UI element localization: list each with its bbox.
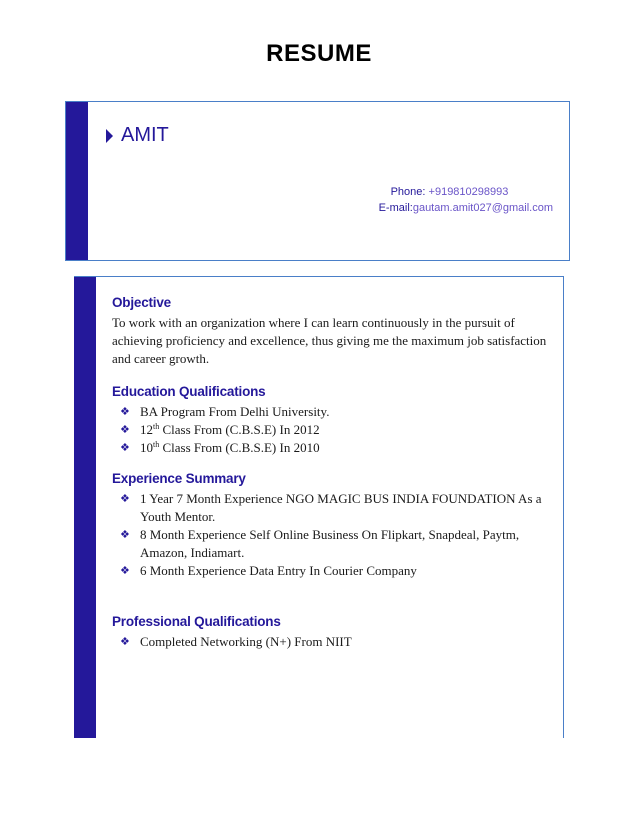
professional-item-text: Completed Networking (N+) From NIIT — [140, 634, 352, 649]
diamond-bullet-icon: ❖ — [120, 493, 130, 505]
body-box — [74, 276, 564, 738]
experience-heading: Experience Summary — [112, 471, 246, 486]
diamond-bullet-icon: ❖ — [120, 529, 130, 541]
objective-text: To work with an organization where I can learn continuously in the pursuit of achieving proficiency and excellence, thus giving me the maximum job satisfaction and career growth. — [112, 315, 547, 366]
list-item — [112, 490, 552, 526]
phone-value: +919810298993 — [428, 186, 509, 198]
name-row — [106, 124, 169, 147]
candidate-name: AMIT — [121, 124, 169, 146]
phone-line: Phone: +919810298993 — [390, 186, 509, 198]
diamond-bullet-icon: ❖ — [120, 442, 130, 454]
objective-heading: Objective — [112, 295, 171, 310]
resume-content — [112, 293, 552, 651]
experience-item-text: 1 Year 7 Month Experience NGO MAGIC BUS INDIA FOUNDATION As a Youth Mentor. — [140, 491, 542, 524]
education-item-text: BA Program From Delhi University. — [140, 404, 330, 419]
list-item — [112, 403, 552, 421]
header-accent-bar — [66, 102, 88, 260]
email-line: E-mail:gautam.amit027@gmail.com — [378, 202, 553, 214]
diamond-bullet-icon: ❖ — [120, 636, 130, 648]
experience-list — [112, 490, 552, 580]
triangle-right-icon — [106, 129, 113, 143]
email-label: E-mail — [378, 202, 410, 214]
education-heading: Education Qualifications — [112, 384, 266, 399]
diamond-bullet-icon: ❖ — [120, 424, 130, 436]
header-box — [65, 101, 570, 261]
list-item — [112, 526, 552, 562]
list-item — [112, 439, 552, 457]
professional-heading: Professional Qualifications — [112, 614, 281, 629]
education-item-text: 12th Class From (C.B.S.E) In 2012 — [140, 422, 320, 437]
email-value[interactable]: gautam.amit027@gmail.com — [412, 202, 553, 214]
list-item — [112, 562, 552, 580]
experience-item-text: 6 Month Experience Data Entry In Courier Company — [140, 563, 417, 578]
professional-list — [112, 633, 552, 651]
contact-info — [379, 184, 553, 216]
document-title: RESUME — [266, 40, 372, 67]
list-item — [112, 633, 552, 651]
body-accent-bar — [74, 277, 96, 738]
education-item-text: 10th Class From (C.B.S.E) In 2010 — [140, 440, 320, 455]
list-item — [112, 421, 552, 439]
phone-label: Phone — [390, 186, 423, 198]
diamond-bullet-icon: ❖ — [120, 565, 130, 577]
diamond-bullet-icon: ❖ — [120, 406, 130, 418]
experience-item-text: 8 Month Experience Self Online Business On Flipkart, Snapdeal, Paytm, Amazon, Indiamart. — [140, 527, 520, 560]
education-list — [112, 403, 552, 457]
